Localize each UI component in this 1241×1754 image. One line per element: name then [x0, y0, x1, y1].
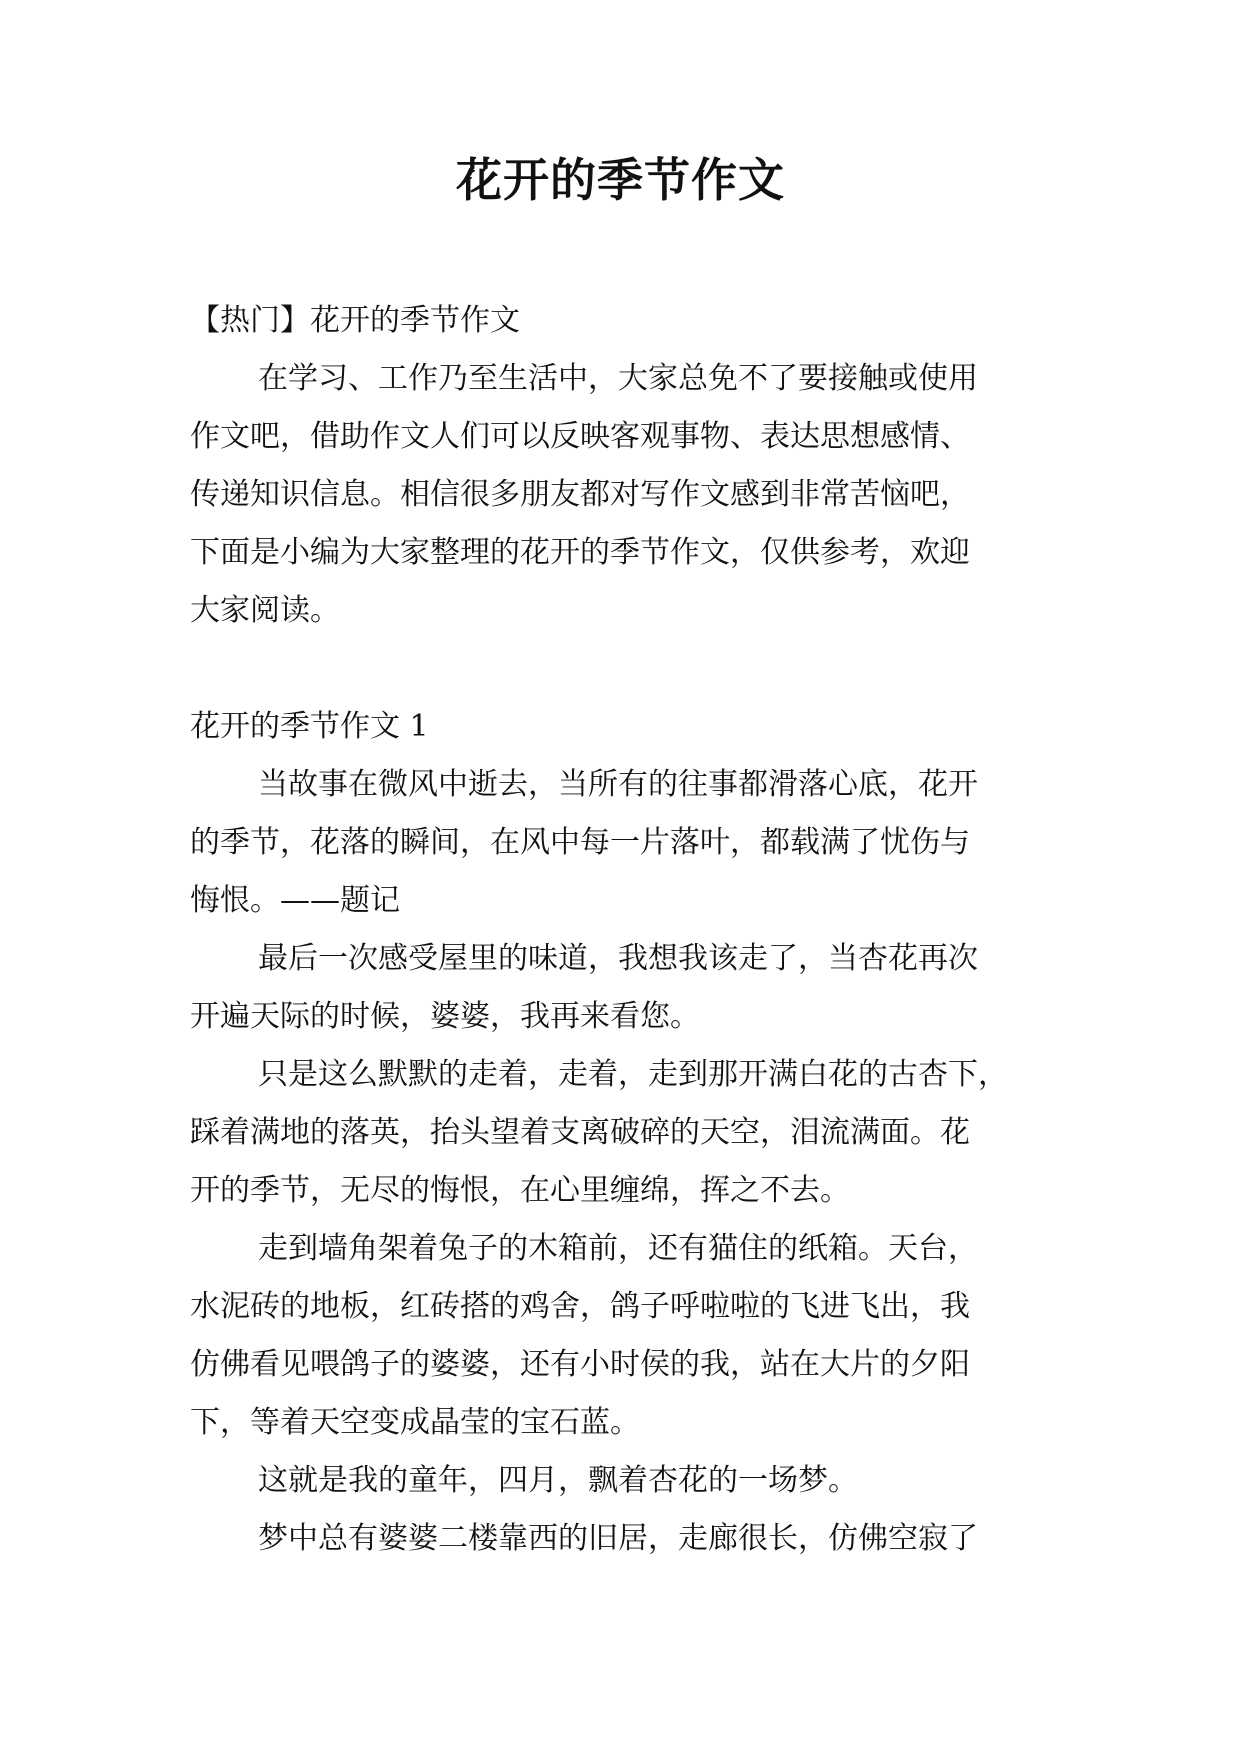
text-line: 走到墙角架着兔子的木箱前，还有猫住的纸箱。天台， [258, 1231, 978, 1266]
body-paragraph [190, 1220, 1070, 1452]
text-line: 花开的季节作文 1 [190, 709, 429, 744]
text-line: 踩着满地的落英，抬头望着支离破碎的天空，泪流满面。花 [190, 1115, 970, 1150]
document-title: 花开的季节作文 [456, 153, 785, 207]
document-body [190, 292, 1070, 1568]
intro-paragraph [190, 350, 1070, 640]
heading-line [190, 292, 1070, 350]
text-line: 水泥砖的地板，红砖搭的鸡舍，鸽子呼啦啦的飞进飞出，我 [190, 1289, 970, 1324]
body-paragraph [190, 1046, 1070, 1220]
body-paragraph [190, 1452, 1070, 1510]
body-paragraph [190, 930, 1070, 1046]
section-title [190, 698, 1070, 756]
text-line: 最后一次感受屋里的味道，我想我该走了，当杏花再次 [258, 941, 978, 976]
text-line: 的季节，花落的瞬间，在风中每一片落叶，都载满了忧伤与 [190, 825, 970, 860]
text-line: 【热门】花开的季节作文 [190, 303, 520, 338]
text-line: 下面是小编为大家整理的花开的季节作文，仅供参考，欢迎 [190, 535, 970, 570]
text-line: 大家阅读。 [190, 593, 340, 628]
text-line: 作文吧，借助作文人们可以反映客观事物、表达思想感情、 [190, 419, 970, 454]
text-line: 传递知识信息。相信很多朋友都对写作文感到非常苦恼吧， [190, 477, 970, 512]
body-paragraph [190, 1510, 1070, 1568]
text-line: 悔恨。——题记 [190, 883, 400, 918]
text-line: 当故事在微风中逝去，当所有的往事都滑落心底，花开 [258, 767, 978, 802]
text-line: 在学习、工作乃至生活中，大家总免不了要接触或使用 [258, 361, 978, 396]
text-line: 梦中总有婆婆二楼靠西的旧居，走廊很长，仿佛空寂了 [258, 1521, 978, 1556]
text-line: 只是这么默默的走着，走着，走到那开满白花的古杏下， [258, 1057, 1008, 1092]
text-line: 下，等着天空变成晶莹的宝石蓝。 [190, 1405, 640, 1440]
text-line: 这就是我的童年，四月，飘着杏花的一场梦。 [258, 1463, 858, 1498]
body-paragraph [190, 756, 1070, 930]
text-line: 开的季节，无尽的悔恨，在心里缠绵，挥之不去。 [190, 1173, 850, 1208]
text-line: 开遍天际的时候，婆婆，我再来看您。 [190, 999, 700, 1034]
blank-line [190, 640, 1070, 698]
text-line: 仿佛看见喂鸽子的婆婆，还有小时侯的我，站在大片的夕阳 [190, 1347, 970, 1382]
